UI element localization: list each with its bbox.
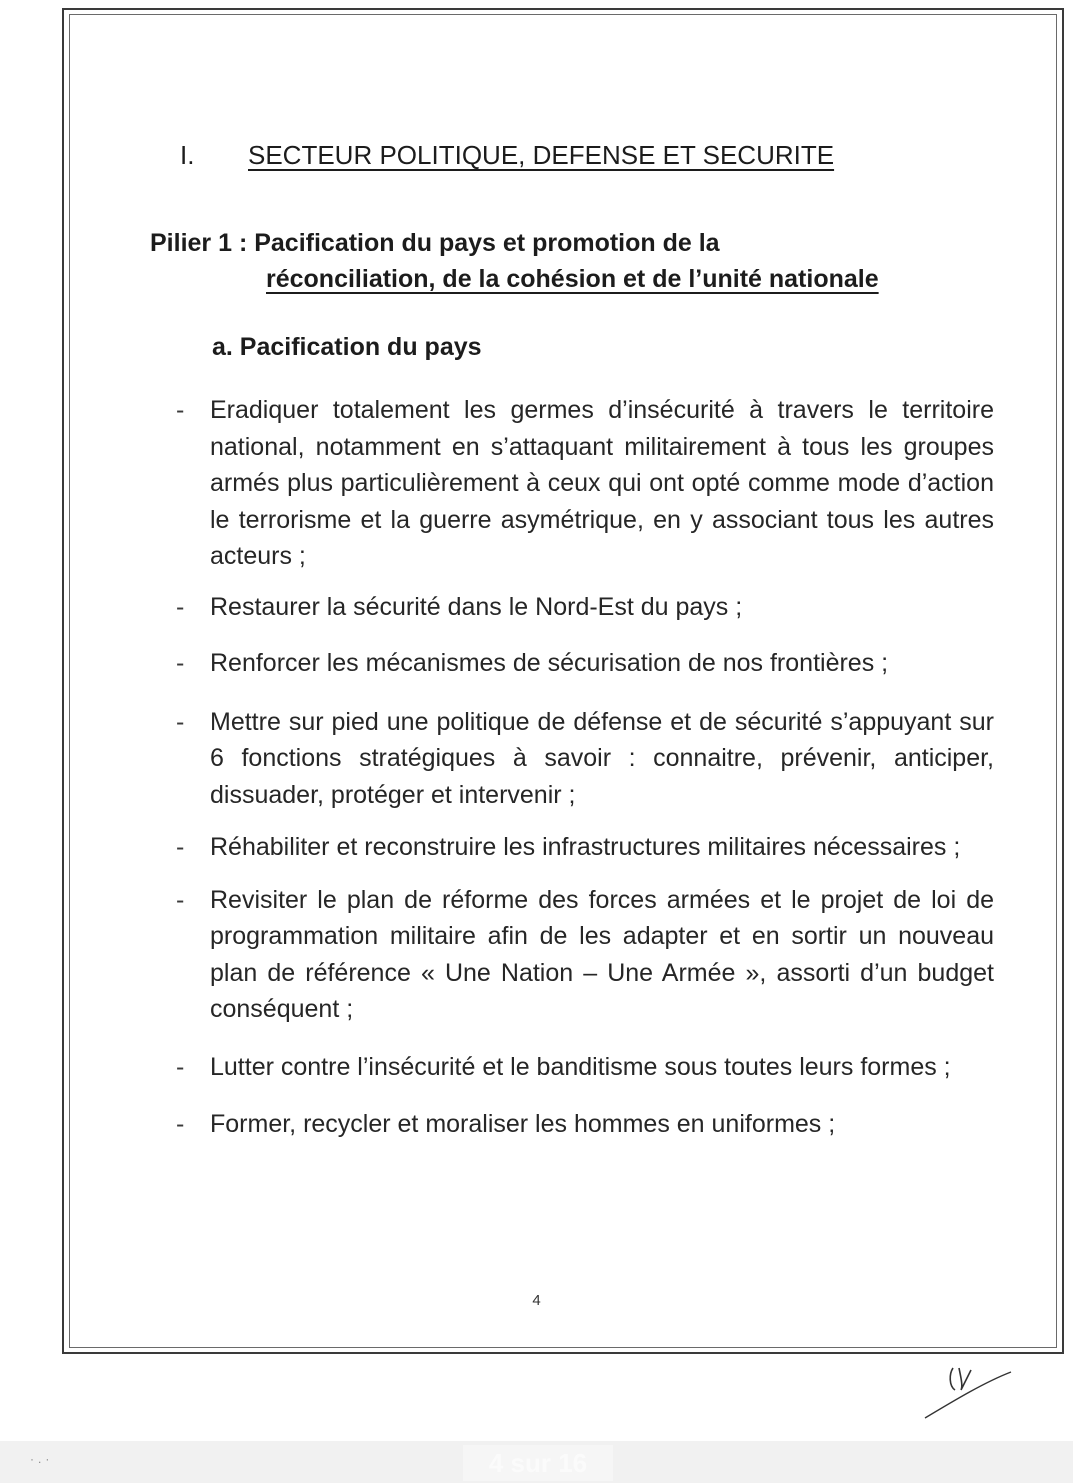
- list-item-text: Former, recycler et moraliser les hommes en uniformes ;: [210, 1109, 836, 1138]
- bullet-dash: -: [176, 833, 185, 861]
- bullet-dash: -: [176, 1052, 185, 1081]
- bullet-dash: -: [176, 1109, 185, 1138]
- list-item: [176, 1106, 994, 1143]
- list-item-text: Mettre sur pied une politique de défense et de sécurité s’appuyant sur 6 fonctions stratégiques à savoir : connaitre, prévenir, anticiper, dissuader, protéger et intervenir ;: [210, 707, 994, 809]
- page-indicator[interactable]: 4 sur 16: [463, 1445, 613, 1481]
- bullet-dash: -: [176, 707, 185, 736]
- subsection-heading: a. Pacification du pays: [212, 333, 482, 361]
- list-item: [176, 392, 994, 575]
- section-title: SECTEUR POLITIQUE, DEFENSE ET SECURITE: [248, 140, 835, 170]
- list-item: [176, 589, 994, 626]
- list-item-text: Renforcer les mécanismes de sécurisation de nos frontières ;: [210, 649, 889, 677]
- bullet-dash: -: [176, 396, 185, 424]
- page-number: 4: [532, 1292, 541, 1309]
- measures-list: [176, 392, 994, 1142]
- pillar-heading-line1: Pilier 1 : Pacification du pays et promotion de la: [150, 229, 720, 257]
- scan-specks: ·.·: [30, 1452, 54, 1466]
- section-heading: [180, 140, 834, 171]
- section-number: I.: [180, 140, 195, 170]
- list-item: [176, 704, 994, 814]
- list-item-text: Restaurer la sécurité dans le Nord-Est du pays ;: [210, 592, 743, 621]
- bullet-dash: -: [176, 592, 185, 621]
- list-item-text: Revisiter le plan de réforme des forces armées et le projet de loi de programmation militaire afin de les adapter et en sortir un nouveau plan de référence « Une Nation – Une Armée », assorti d’un budget conséquent ;: [210, 885, 994, 1023]
- list-item-text: Eradiquer totalement les germes d’insécurité à travers le territoire national, notamment en s’attaquant militairement à tous les groupes armés plus particulièrement à ceux qui ont opté comme mode d’action le terrorisme et la guerre asymétrique, en y associant tous les autres acteurs ;: [210, 396, 994, 570]
- list-item: [176, 882, 994, 1028]
- pillar-heading-line2: réconciliation, de la cohésion et de l’unité nationale: [266, 265, 879, 293]
- list-item-text: Réhabiliter et reconstruire les infrastructures militaires nécessaires ;: [210, 833, 961, 861]
- list-item: [176, 645, 994, 682]
- signature-initials: [915, 1360, 1015, 1420]
- list-item: [176, 1046, 994, 1088]
- pillar-heading: [150, 225, 980, 297]
- list-item: [176, 829, 994, 866]
- list-item-text: Lutter contre l’insécurité et le banditisme sous toutes leurs formes ;: [210, 1052, 951, 1081]
- bullet-dash: -: [176, 649, 185, 677]
- bullet-dash: -: [176, 885, 185, 914]
- viewer-bottom-bar: [0, 1441, 1073, 1483]
